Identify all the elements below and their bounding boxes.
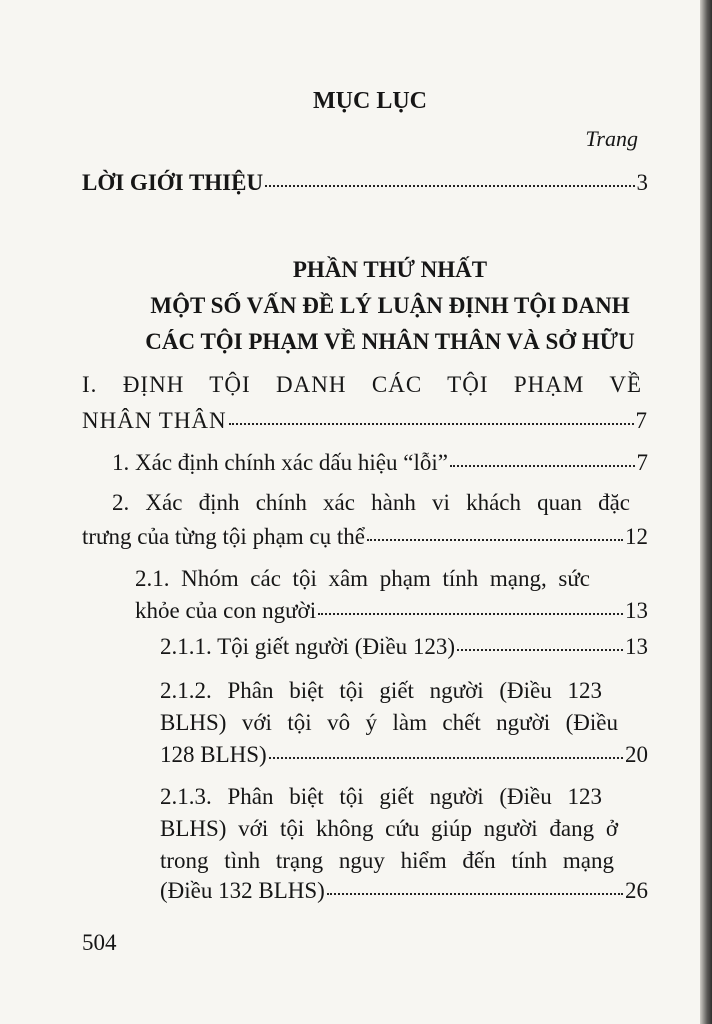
toc-entry-page: 7 — [635, 408, 648, 433]
toc-entry-s1-2[interactable] — [82, 524, 648, 550]
page-title: MỤC LỤC — [313, 88, 427, 114]
toc-entry-s2-1-2-line1: 2.1.2. Phân biệt tội giết người (Điều 123 — [160, 678, 602, 703]
part-number: PHẦN THỨ NHẤT — [292, 257, 488, 282]
toc-entry-label: khỏe của con người — [135, 598, 317, 623]
toc-entry-label: 1. Xác định chính xác dấu hiệu “lỗi” — [112, 450, 448, 475]
dot-leader — [269, 756, 623, 759]
toc-entry-label: LỜI GIỚI THIỆU — [82, 170, 264, 195]
dot-leader — [318, 612, 623, 615]
toc-entry-s2-1-2[interactable] — [160, 742, 648, 768]
toc-entry-s2-1-3[interactable] — [160, 878, 648, 904]
toc-entry-intro[interactable] — [82, 170, 648, 196]
toc-entry-label: trưng của từng tội phạm cụ thể — [82, 524, 365, 549]
part-title-line-1: MỘT SỐ VẤN ĐỀ LÝ LUẬN ĐỊNH TỘI DANH — [150, 293, 630, 318]
toc-entry-label: NHÂN THÂN — [82, 408, 227, 433]
dot-leader — [367, 538, 623, 541]
toc-entry-s2-1-3-line1: 2.1.3. Phân biệt tội giết người (Điều 123 — [160, 784, 602, 809]
part-title-line-2: CÁC TỘI PHẠM VỀ NHÂN THÂN VÀ SỞ HỮU — [145, 329, 635, 354]
toc-entry-page: 13 — [625, 598, 648, 623]
toc-entry-page: 13 — [625, 634, 648, 659]
dot-leader — [327, 892, 623, 895]
toc-entry-s1-line1: I. ĐỊNH TỘI DANH CÁC TỘI PHẠM VỀ — [82, 372, 642, 397]
page-column-label: Trang — [585, 126, 638, 151]
toc-entry-s2-1-3-line3: trong tình trạng nguy hiểm đến tính mạng — [160, 848, 614, 873]
toc-entry-s2-1-3-line2: BLHS) với tội không cứu giúp người đang ở — [160, 816, 618, 841]
toc-entry-s2-1-2-line2: BLHS) với tội vô ý làm chết người (Điều — [160, 710, 618, 735]
toc-entry-label: (Điều 132 BLHS) — [160, 878, 325, 903]
dot-leader — [457, 648, 623, 651]
toc-entry-page: 26 — [625, 878, 648, 903]
toc-entry-page: 3 — [636, 170, 648, 195]
toc-entry-s2-1-line1: 2.1. Nhóm các tội xâm phạm tính mạng, sức — [135, 566, 590, 591]
toc-entry-s2-1-1[interactable] — [160, 634, 648, 660]
toc-entry-s1[interactable] — [82, 408, 648, 434]
dot-leader — [450, 464, 635, 467]
part-heading — [60, 252, 712, 360]
toc-entry-page: 20 — [625, 742, 648, 767]
page-edge-shadow — [700, 0, 712, 1024]
toc-entry-page: 12 — [625, 524, 648, 549]
dot-leader — [265, 184, 634, 187]
toc-entry-label: 128 BLHS) — [160, 742, 267, 767]
toc-entry-page: 7 — [636, 450, 648, 475]
toc-entry-s1-2-line1: 2. Xác định chính xác hành vi khách quan đặc — [112, 490, 630, 515]
toc-entry-label: 2.1.1. Tội giết người (Điều 123) — [160, 634, 456, 659]
dot-leader — [229, 422, 634, 425]
toc-entry-s2-1[interactable] — [135, 598, 648, 624]
toc-entry-s1-1[interactable] — [112, 450, 648, 476]
page-number: 504 — [82, 930, 117, 955]
